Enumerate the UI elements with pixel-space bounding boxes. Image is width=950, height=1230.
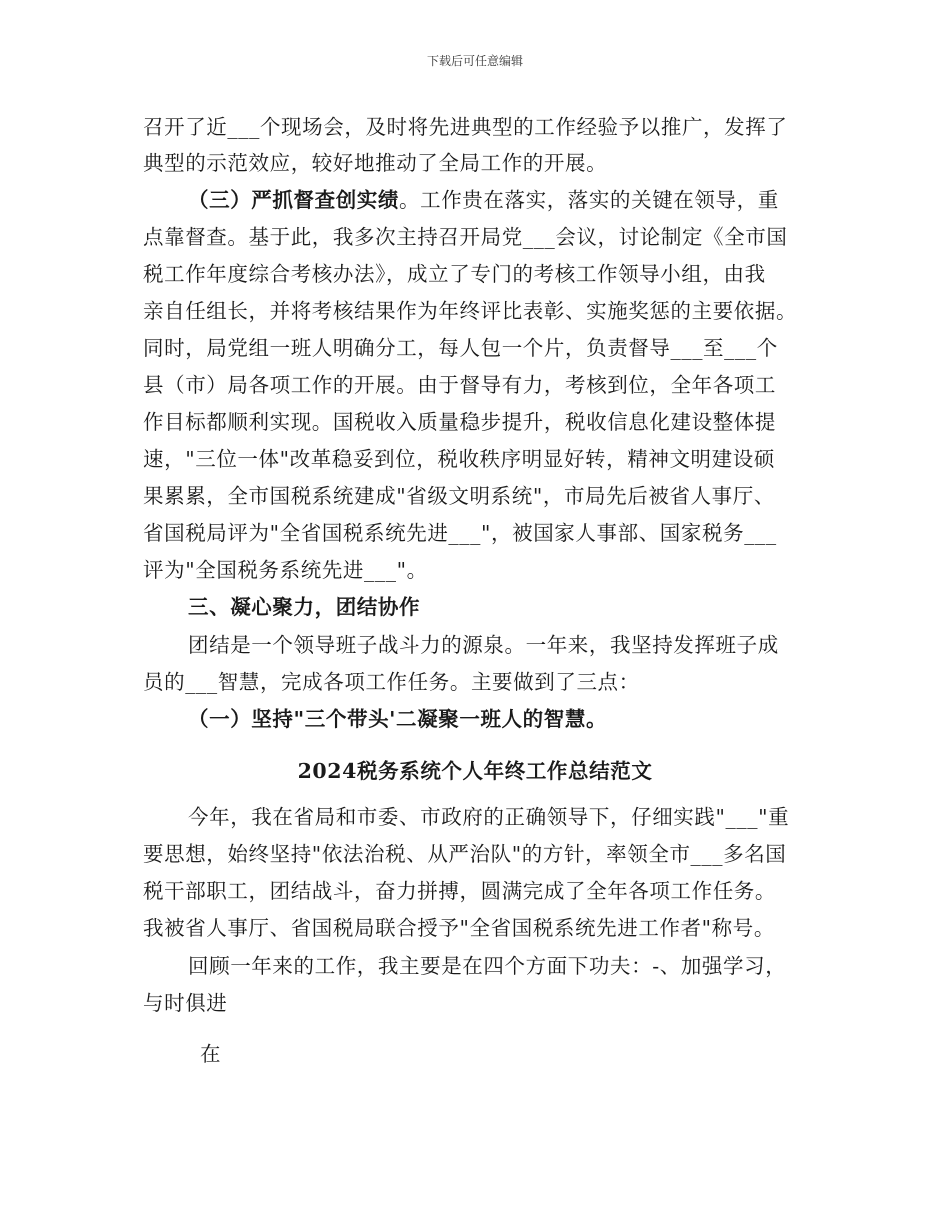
paragraph-line: 作目标都顺利实现。国税收入质量稳步提升，税收信息化建设整体提 [143, 410, 776, 434]
paragraph-line: 评为"全国税务系统先进___"。 [143, 558, 428, 582]
paragraph-line: 亲自任组长，并将考核结果作为年终评比表彰、实施奖惩的主要依据。 [143, 299, 798, 323]
paragraph-line: 与时俱进 [143, 991, 228, 1015]
paragraph-line: 税工作年度综合考核办法》，成立了专门的考核工作领导小组，由我 [143, 262, 766, 286]
paragraph-line: 速，"三位一体"改革稳妥到位，税收秩序明显好转，精神文明建设硕 [143, 447, 775, 471]
paragraph-line: 县（市）局各项工作的开展。由于督导有力，考核到位，全年各项工 [143, 373, 776, 397]
paragraph-line: 团结是一个领导班子战斗力的源泉。一年来，我坚持发挥班子成 [188, 633, 779, 657]
paragraph-line: 典型的示范效应，较好地推动了全局工作的开展。 [143, 151, 608, 175]
paragraph-line: 省国税局评为"全省国税系统先进___"，被国家人事部、国家税务___ [143, 521, 777, 545]
paragraph-line: 召开了近___个现场会，及时将先进典型的工作经验予以推广，发挥了 [143, 115, 788, 139]
document-title: 2024税务系统个人年终工作总结范文 [297, 759, 653, 783]
subheading-1: （一）坚持"三个带头'二凝聚一班人的智慧。 [188, 707, 608, 731]
paragraph-line: 税干部职工，团结战斗，奋力拼搏，圆满完成了全年各项工作任务。 [143, 879, 776, 903]
paragraph-line: 回顾一年来的工作，我主要是在四个方面下功夫：-、加强学习， [188, 954, 787, 978]
subheading-3: （三）严抓督查创实绩 [188, 188, 399, 212]
header-note: 下载后可任意编辑 [426, 54, 523, 68]
paragraph-line [188, 185, 779, 215]
section-heading: 三、凝心聚力，团结协作 [188, 595, 421, 619]
paragraph-line: 要思想，始终坚持"依法治税、从严治队"的方针，率领全市___多名国 [143, 842, 787, 866]
trailing-character: 在 [200, 1042, 222, 1066]
paragraph-line: 同时，局党组一班人明确分工，每人包一个片，负责督导___至___个 [143, 336, 778, 360]
paragraph-line: 员的___智慧，完成各项工作任务。主要做到了三点： [143, 670, 640, 694]
paragraph-line: 果累累，全市国税系统建成"省级文明系统"，市局先后被省人事厅、 [143, 484, 775, 508]
paragraph-text: 。工作贵在落实，落实的关键在领导，重 [399, 188, 779, 212]
paragraph-line: 我被省人事厅、省国税局联合授予"全省国税系统先进工作者"称号。 [143, 916, 775, 940]
paragraph-line: 今年，我在省局和市委、市政府的正确领导下，仔细实践"___"重 [188, 805, 790, 829]
paragraph-line: 点靠督查。基于此，我多次主持召开局党___会议，讨论制定《全市国 [143, 225, 788, 249]
